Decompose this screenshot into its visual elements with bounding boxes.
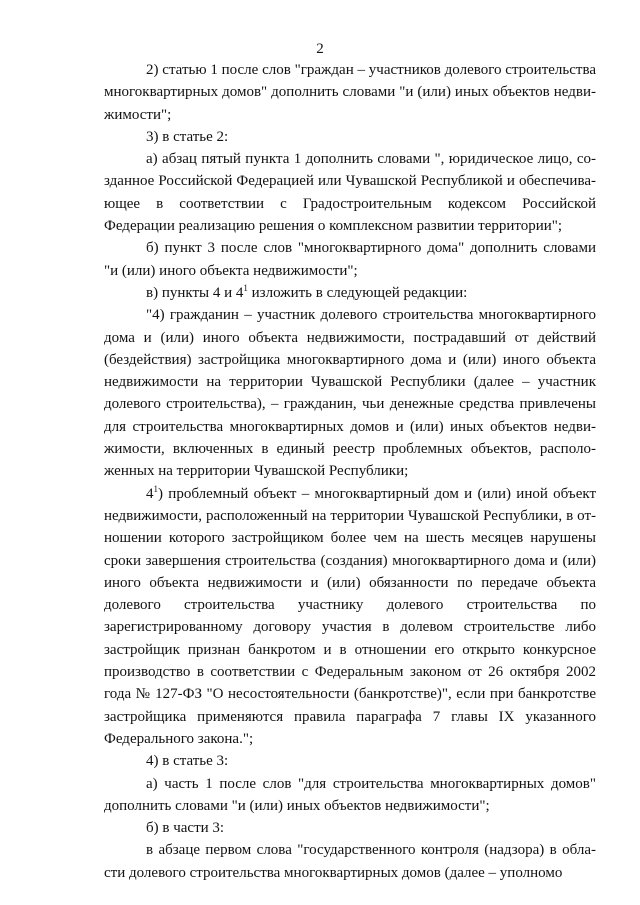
superscript: 1: [243, 282, 248, 293]
paragraph-article-2-v: [104, 282, 596, 304]
paragraph-text: в) пункты 4 и 4: [146, 284, 244, 301]
paragraph-article-3-b: б) в части 3:: [146, 820, 225, 837]
paragraph-text: ) проблемный объект – многоквартирный дом и (или) иной объект недвижимости, расположенный на территории Чувашской Республики, в отношении которого застройщиком более чем на шесть месяцев нарушены сроки завершения строительства (создания) многоквартирного дома и (или) иного объекта недвижимости и (или) обязанности по передаче объекта долевого строительства участнику долевого строительства по зарегистрированному договору участия в долевом строительстве либо застройщик признан банкротом и в отношении его открыто конкурсное производство в соответствии с Федеральным законом от 26 октября 2002 года № 127-ФЗ "О несостоятельности (банкротстве)", если при банкротстве застройщика применяются правила параграфа 7 главы IX указанного Федерального закона.";: [104, 485, 596, 747]
paragraph-text: 4: [146, 485, 154, 502]
page-number: 2: [316, 41, 324, 57]
paragraph-item-4: "4) гражданин – участник долевого строительства многоквартирного дома и (или) иного объекта недвижимости, пострадавший от действий (бездействия) застройщика многоквартирного дома и (или) иного объекта недвижимости на территории Чувашской Республики (далее – участник долевого строительства), – гражданин, чьи денежные средства привлечены для строительства многоквартирных домов и (или) иных объектов недвижимости, включенных в единый реестр проблемных объектов, расположенных на территории Чувашской Республики;: [104, 307, 596, 480]
paragraph-article-3-heading: 4) в статье 3:: [146, 753, 229, 770]
paragraph-article-3-a: а) часть 1 после слов "для строительства многоквартирных домов" дополнить словами "и (или) иных объектов недвижимости";: [104, 775, 596, 814]
superscript: 1: [153, 483, 158, 494]
paragraph-article-1: 2) статью 1 после слов "граждан – участников долевого строительства многоквартирных домов" дополнить словами "и (или) иных объектов недвижимости";: [104, 62, 596, 123]
document-body: [104, 59, 596, 884]
paragraph-article-2-heading: 3) в статье 2:: [146, 128, 229, 145]
paragraph-article-2-b: б) пункт 3 после слов "многоквартирного дома" дополнить словами "и (или) иного объекта недвижимости";: [104, 240, 596, 279]
paragraph-text: изложить в следующей редакции:: [247, 284, 468, 301]
paragraph-article-3-b-first: в абзаце первом слова "государственного контроля (надзора) в области долевого строительства многоквартирных домов (далее – уполномо: [104, 842, 596, 881]
paragraph-item-4-1: [104, 483, 596, 751]
paragraph-article-2-a: а) абзац пятый пункта 1 дополнить словами ", юридическое лицо, созданное Российской Федерацией или Чувашской Республикой и обеспечивающее в соответствии с Градостроительным кодексом Российской Федерации реализацию решения о комплексном развитии территории";: [104, 151, 596, 235]
